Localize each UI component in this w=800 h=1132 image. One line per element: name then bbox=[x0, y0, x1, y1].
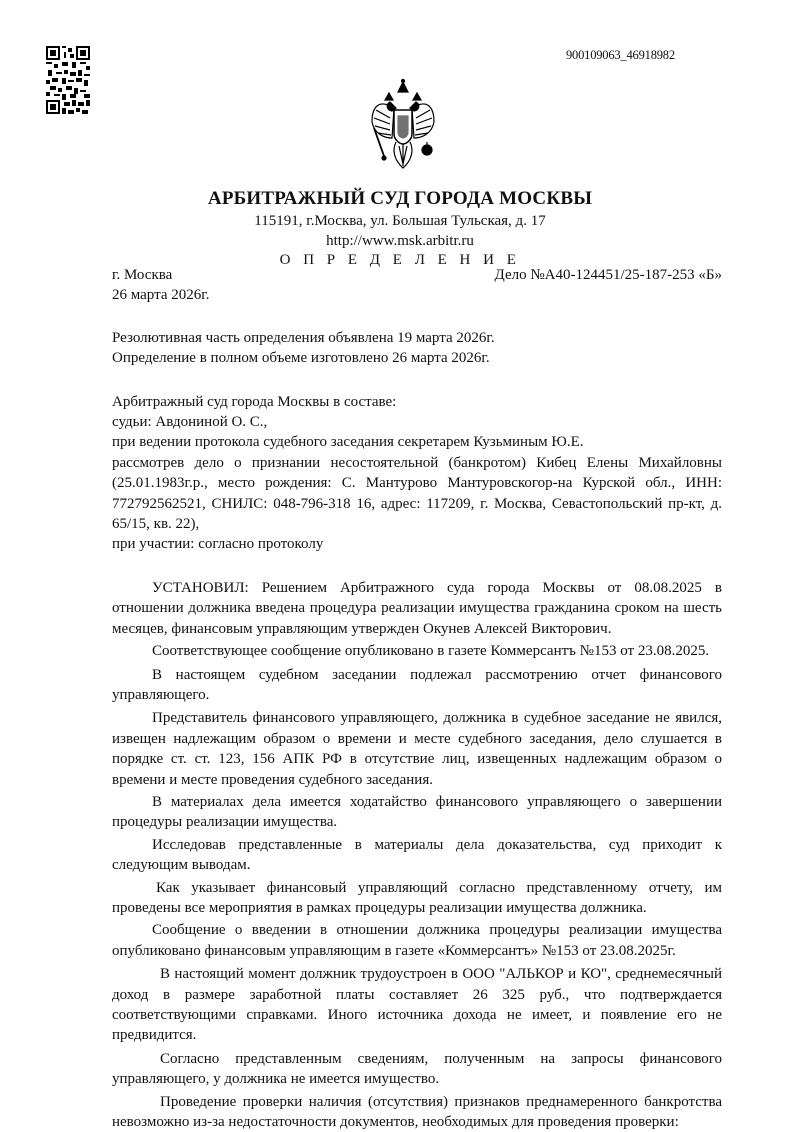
participation-line: при участии: согласно протоколу bbox=[112, 536, 324, 553]
case-number: Дело №А40-124451/25-187-253 «Б» bbox=[494, 267, 722, 283]
court-website-link[interactable]: http://www.msk.arbitr.ru bbox=[326, 233, 474, 249]
full-text-date: Определение в полном объеме изготовлено 26 марта 2026г. bbox=[112, 350, 490, 367]
paragraph: Представитель финансового управляющего, должника в судебное заседание не явился, извещен надлежащим образом о времени и месте судебного заседания, дело слушается в порядке ст. ст. 123, 156 АПК РФ в отсутствие лиц, извещенных надлежащим образом о времени и месте проведения судебного заседания. bbox=[112, 710, 722, 788]
secretary-line: при ведении протокола судебного заседания секретарем Кузьминым Ю.Е. bbox=[112, 434, 584, 451]
city: г. Москва bbox=[112, 267, 173, 283]
composition-line: Арбитражный суд города Москвы в составе: bbox=[112, 393, 397, 410]
paragraph: Сообщение о введении в отношении должника процедуры реализации имущества опубликовано финансовым управляющим в газете «Коммерсантъ» №153 от 23.08.2025г. bbox=[112, 922, 722, 959]
document-date: 26 марта 2026г. bbox=[112, 287, 210, 304]
paragraph: Согласно представленным сведениям, полученным на запросы финансового управляющего, у должника не имеется имущество. bbox=[112, 1050, 722, 1088]
russian-coat-of-arms-icon bbox=[368, 78, 438, 172]
paragraph: В настоящий момент должник трудоустроен в ООО "АЛЬКОР и КО", среднемесячный доход в размере заработной платы составляет 26 325 руб., что подтверждается соответствующими справками. Иного источника дохода не имеет, и появление его не предвидится. bbox=[112, 966, 722, 1044]
paragraph: В материалах дела имеется ходатайство финансового управляющего о завершении процедуры реализации имущества. bbox=[112, 793, 722, 831]
document-id: 900109063_46918982 bbox=[566, 48, 675, 62]
court-name: АРБИТРАЖНЫЙ СУД ГОРОДА МОСКВЫ bbox=[207, 188, 593, 209]
paragraph: УСТАНОВИЛ: Решением Арбитражного суда города Москвы от 08.08.2025 в отношении должника введена процедура реализации имущества гражданина сроком на шесть месяцев, финансовым управляющим утвержден Окунев Алексей Викторович. bbox=[112, 579, 722, 637]
court-address: 115191, г.Москва, ул. Большая Тульская, д. 17 bbox=[254, 213, 546, 229]
case-subject: рассмотрев дело о признании несостоятельной (банкротом) Кибец Елены Михайловны (25.01.1983г.р., место рождения: С. Мантурово Мантуровскогор-на Курской обл., ИНН: 772792562521, СНИЛС: 048-796-318 16, адрес: 117209, г. Москва, Севастопольский пр-кт, д. 65/15, кв. 22), bbox=[112, 454, 722, 533]
court-composition bbox=[112, 392, 722, 555]
paragraph: Проведение проверки наличия (отсутствия) признаков преднамеренного банкротства невозможно из-за недостаточности документов, необходимых для проведения проверки: bbox=[112, 1093, 722, 1131]
paragraph: Соответствующее сообщение опубликовано в газете Коммерсантъ №153 от 23.08.2025. bbox=[152, 643, 710, 660]
paragraph: Как указывает финансовый управляющий согласно представленному отчету, им проведены все мероприятия в рамках процедуры реализации имущества должника. bbox=[112, 879, 722, 916]
paragraph: Исследовав представленные в материалы дела доказательства, суд приходит к следующим выводам. bbox=[112, 836, 722, 874]
paragraph: В настоящем судебном заседании подлежал рассмотрению отчет финансового управляющего. bbox=[112, 666, 722, 703]
city-case-row bbox=[112, 265, 722, 285]
qr-code-icon bbox=[46, 46, 90, 114]
operative-part-announcement: Резолютивная часть определения объявлена 19 марта 2026г. bbox=[112, 329, 495, 346]
document-type: О П Р Е Д Е Л Е Н И Е bbox=[279, 252, 521, 268]
findings-section bbox=[112, 578, 722, 1132]
document-body bbox=[112, 265, 722, 1132]
judge-line: судьи: Авдониной О. С., bbox=[112, 414, 268, 431]
